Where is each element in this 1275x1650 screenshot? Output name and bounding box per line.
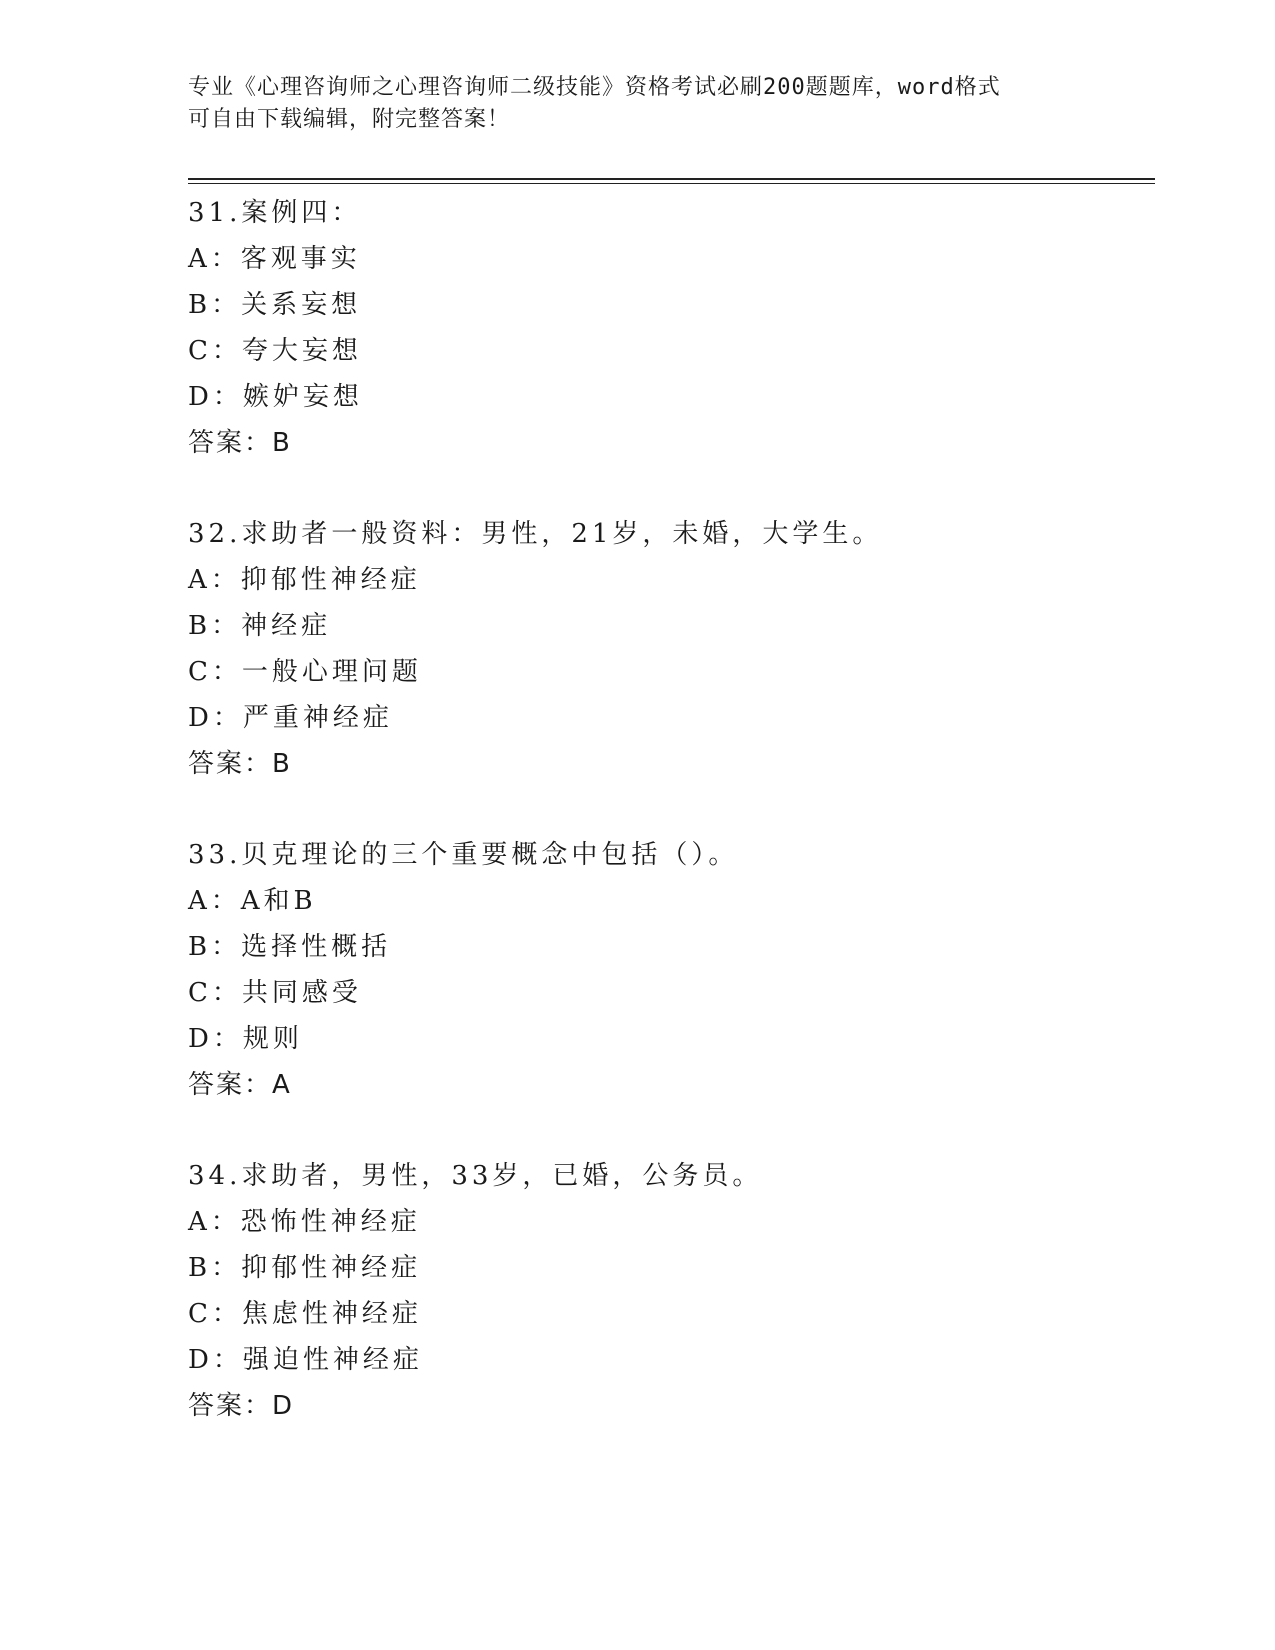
option-d: D：强迫性神经症 [188, 1345, 423, 1375]
answer-label: 答案：B [188, 749, 292, 779]
header-divider-thick [188, 178, 1155, 180]
header-line-1: 专业《心理咨询师之心理咨询师二级技能》资格考试必刷200题题库，word格式 [188, 75, 1001, 100]
option-d: D：规则 [188, 1024, 303, 1054]
option-a: A：A和B [188, 886, 317, 916]
header-line-2: 可自由下载编辑，附完整答案！ [188, 107, 511, 132]
option-d: D：严重神经症 [188, 703, 393, 733]
option-a: A：恐怖性神经症 [188, 1207, 421, 1237]
answer-label: 答案：A [188, 1070, 292, 1100]
header-divider-thin [188, 183, 1155, 184]
question-stem: 31.案例四： [188, 198, 362, 228]
question-32 [188, 511, 1148, 787]
question-stem: 34.求助者，男性，33岁，已婚，公务员。 [188, 1161, 763, 1191]
answer-label: 答案：D [188, 1391, 295, 1421]
option-c: C：焦虑性神经症 [188, 1299, 422, 1329]
question-31 [188, 190, 1148, 466]
option-c: C：夸大妄想 [188, 336, 362, 366]
question-34 [188, 1153, 1148, 1429]
question-33 [188, 832, 1148, 1108]
option-b: B：选择性概括 [188, 932, 392, 962]
option-b: B：抑郁性神经症 [188, 1253, 422, 1283]
option-c: C：一般心理问题 [188, 657, 422, 687]
option-c: C：共同感受 [188, 978, 362, 1008]
question-stem: 33.贝克理论的三个重要概念中包括（）。 [188, 840, 739, 870]
document-header [188, 72, 1088, 136]
option-b: B：关系妄想 [188, 290, 362, 320]
option-a: A：客观事实 [188, 244, 361, 274]
answer-label: 答案：B [188, 428, 292, 458]
question-list [188, 190, 1148, 1474]
question-stem: 32.求助者一般资料：男性，21岁，未婚，大学生。 [188, 519, 883, 549]
option-d: D：嫉妒妄想 [188, 382, 363, 412]
option-b: B：神经症 [188, 611, 332, 641]
option-a: A：抑郁性神经症 [188, 565, 421, 595]
